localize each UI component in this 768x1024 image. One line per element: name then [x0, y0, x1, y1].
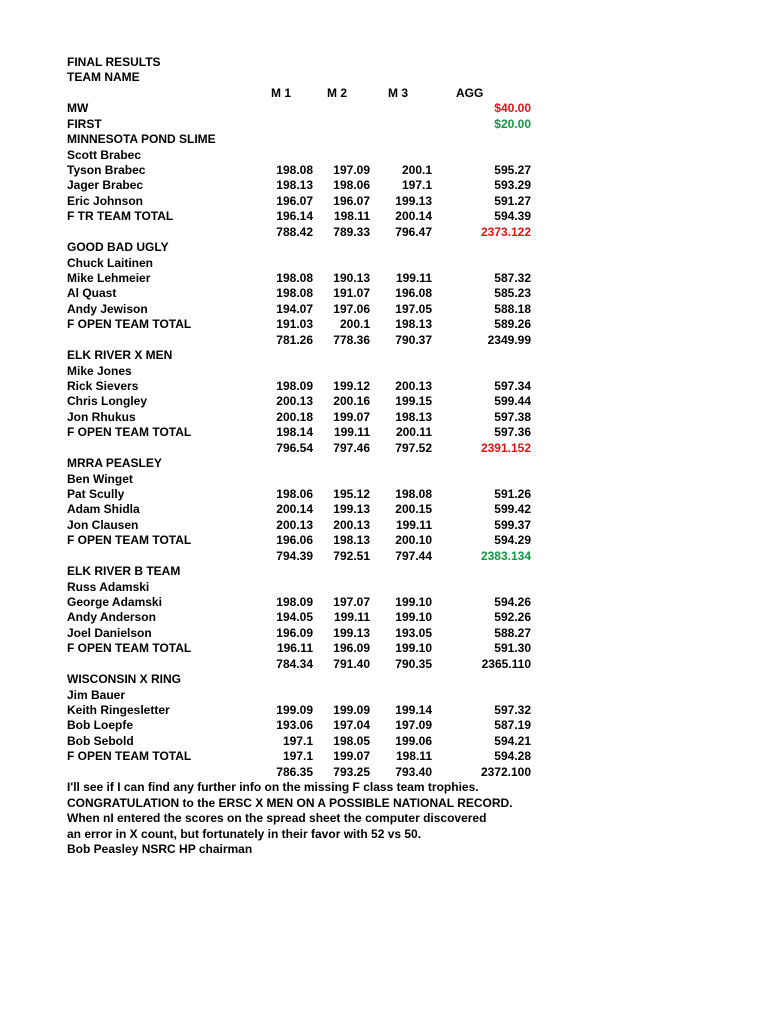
- score-m1: 198.09: [276, 379, 313, 394]
- shooter-name: Mike Lehmeier: [67, 271, 151, 286]
- score-m2: 200.13: [333, 517, 370, 532]
- captain-row: [0, 148, 768, 163]
- total-m2: 778.36: [333, 332, 370, 347]
- total-agg: 2373.122: [480, 224, 531, 239]
- score-m2: 196.07: [333, 193, 370, 208]
- team-totals-row: [0, 549, 768, 564]
- shooter-name: Andy Jewison: [67, 301, 148, 316]
- score-m3: 199.06: [395, 733, 432, 748]
- total-agg: 2365.110: [481, 656, 531, 671]
- prize-row: [0, 117, 768, 132]
- captain-row: [0, 472, 768, 487]
- total-m3: 790.37: [395, 332, 432, 347]
- team-name-row: [0, 132, 768, 147]
- score-m1: 196.09: [276, 625, 313, 640]
- score-agg: 591.30: [494, 641, 531, 656]
- score-agg: 593.29: [494, 178, 531, 193]
- score-m1: 196.07: [276, 193, 313, 208]
- column-header-m2: M 2: [327, 85, 348, 100]
- shooter-name: Jager Brabec: [67, 178, 144, 193]
- total-m2: 793.25: [333, 764, 370, 779]
- column-header-m1: M 1: [271, 85, 292, 100]
- total-m3: 790.35: [395, 656, 432, 671]
- score-m1: 198.08: [276, 163, 313, 177]
- score-m1: 198.09: [276, 595, 313, 610]
- team-captain: Ben Winget: [67, 471, 133, 486]
- score-m2: 199.09: [333, 703, 370, 718]
- team-totals-row: [0, 441, 768, 456]
- total-m2: 789.33: [333, 224, 370, 239]
- shooter-row: [0, 595, 768, 610]
- score-m3: 200.11: [395, 425, 432, 440]
- score-m2: 198.06: [333, 178, 370, 193]
- shooter-row: [0, 209, 768, 224]
- score-agg: 599.37: [494, 517, 531, 532]
- score-agg: 594.29: [494, 533, 531, 548]
- shooter-name: F OPEN TEAM TOTAL: [67, 749, 192, 764]
- shooter-row: [0, 502, 768, 517]
- score-agg: 592.26: [494, 610, 531, 625]
- title-row: [0, 55, 768, 70]
- score-m1: 191.03: [276, 317, 313, 332]
- score-m1: 197.1: [282, 749, 313, 764]
- score-agg: 587.19: [494, 718, 531, 733]
- score-m2: 200.1: [339, 317, 370, 332]
- score-m2: 197.04: [333, 718, 370, 733]
- shooter-row: [0, 317, 768, 332]
- shooter-name: Jon Clausen: [67, 517, 139, 532]
- shooter-name: F OPEN TEAM TOTAL: [67, 425, 192, 440]
- prize-row: [0, 101, 768, 116]
- team-captain: Jim Bauer: [67, 687, 126, 702]
- score-m2: 200.16: [333, 394, 370, 409]
- score-m2: 197.07: [333, 595, 370, 610]
- team-name: WISCONSIN X RING: [67, 672, 182, 687]
- score-m1: 200.14: [276, 502, 313, 517]
- prize-label: FIRST: [67, 116, 102, 131]
- score-m1: 194.07: [276, 301, 313, 316]
- shooter-name: Keith Ringesletter: [67, 703, 170, 718]
- note-line: Bob Peasley NSRC HP chairman: [67, 841, 253, 856]
- shooter-name: Jon Rhukus: [67, 409, 136, 424]
- team-captain: Russ Adamski: [67, 579, 150, 594]
- score-agg: 589.26: [494, 317, 531, 332]
- score-m3: 200.13: [395, 379, 432, 394]
- score-agg: 597.34: [494, 379, 531, 394]
- score-m2: 198.11: [333, 209, 370, 224]
- team-captain: Mike Jones: [67, 363, 132, 378]
- prize-label: MW: [67, 101, 89, 116]
- score-m1: 198.06: [276, 487, 313, 502]
- shooter-name: Chris Longley: [67, 394, 148, 409]
- shooter-row: [0, 749, 768, 764]
- shooter-name: Al Quast: [67, 286, 117, 301]
- page-title: FINAL RESULTS: [67, 55, 161, 69]
- shooter-row: [0, 425, 768, 440]
- shooter-name: Tyson Brabec: [67, 163, 146, 177]
- shooter-name: Andy Anderson: [67, 610, 156, 625]
- score-m1: 200.13: [276, 517, 313, 532]
- score-m3: 200.1: [401, 163, 432, 177]
- shooter-row: [0, 610, 768, 625]
- shooter-name: F OPEN TEAM TOTAL: [67, 317, 192, 332]
- score-m3: 197.05: [395, 301, 432, 316]
- score-m3: 199.14: [395, 703, 432, 718]
- score-m1: 199.09: [276, 703, 313, 718]
- column-header-row: [0, 86, 768, 101]
- score-m3: 200.14: [395, 209, 432, 224]
- note-line: I'll see if I can find any further info on the missing F class team trophies.: [67, 780, 479, 795]
- shooter-row: [0, 533, 768, 548]
- team-captain: Chuck Laitinen: [67, 255, 154, 270]
- shooter-row: [0, 641, 768, 656]
- shooter-name: Bob Sebold: [67, 733, 134, 748]
- score-agg: 585.23: [494, 286, 531, 301]
- shooter-row: [0, 163, 768, 178]
- total-m3: 793.40: [395, 764, 432, 779]
- shooter-row: [0, 178, 768, 193]
- score-m1: 194.05: [276, 610, 313, 625]
- score-m2: 199.07: [333, 409, 370, 424]
- shooter-name: F TR TEAM TOTAL: [67, 209, 174, 224]
- score-agg: 599.42: [494, 502, 531, 517]
- team-name-row: [0, 564, 768, 579]
- score-agg: 597.36: [494, 425, 531, 440]
- total-m2: 792.51: [333, 548, 370, 563]
- captain-row: [0, 256, 768, 271]
- score-agg: 594.39: [494, 209, 531, 224]
- shooter-row: [0, 518, 768, 533]
- score-agg: 588.27: [494, 625, 531, 640]
- shooter-name: Eric Johnson: [67, 193, 144, 208]
- score-agg: 595.27: [494, 163, 531, 177]
- score-m2: 199.13: [333, 502, 370, 517]
- team-totals-row: [0, 657, 768, 672]
- total-agg: 2383.134: [480, 548, 531, 563]
- shooter-row: [0, 718, 768, 733]
- captain-row: [0, 580, 768, 595]
- shooter-row: [0, 286, 768, 301]
- shooter-name: Bob Loepfe: [67, 718, 133, 733]
- shooter-row: [0, 271, 768, 286]
- total-m3: 796.47: [395, 224, 432, 239]
- team-name-row: [0, 70, 768, 85]
- score-m1: 196.14: [276, 209, 313, 224]
- total-m1: 786.35: [276, 764, 313, 779]
- team-captain: Scott Brabec: [67, 147, 142, 162]
- score-agg: 594.21: [494, 733, 531, 748]
- score-m1: 193.06: [276, 718, 313, 733]
- team-name-row: [0, 456, 768, 471]
- score-m2: 199.13: [333, 625, 370, 640]
- shooter-row: [0, 410, 768, 425]
- score-m1: 200.13: [276, 394, 313, 409]
- team-totals-row: [0, 765, 768, 780]
- score-m3: 196.08: [395, 286, 432, 301]
- shooter-row: [0, 302, 768, 317]
- team-name: MINNESOTA POND SLIME: [67, 132, 216, 147]
- shooter-name: F OPEN TEAM TOTAL: [67, 533, 192, 548]
- captain-row: [0, 364, 768, 379]
- team-name: MRRA PEASLEY: [67, 456, 162, 471]
- total-agg: 2391.152: [480, 440, 531, 455]
- column-header-agg: AGG: [456, 85, 484, 100]
- score-m2: 195.12: [333, 487, 370, 502]
- total-m2: 791.40: [333, 656, 370, 671]
- team-totals-row: [0, 333, 768, 348]
- total-m1: 794.39: [276, 548, 313, 563]
- score-m3: 199.13: [395, 193, 432, 208]
- shooter-name: Joel Danielson: [67, 625, 152, 640]
- score-m3: 198.11: [395, 749, 432, 764]
- score-m1: 196.06: [276, 533, 313, 548]
- note-line: an error in X count, but fortunately in their favor with 52 vs 50.: [67, 826, 422, 841]
- note-line: CONGRATULATION to the ERSC X MEN ON A POSSIBLE NATIONAL RECORD.: [67, 795, 513, 810]
- score-m3: 193.05: [395, 625, 432, 640]
- score-agg: 588.18: [494, 301, 531, 316]
- score-m2: 199.11: [333, 610, 370, 625]
- team-name: ELK RIVER X MEN: [67, 348, 173, 363]
- score-m3: 199.15: [395, 394, 432, 409]
- total-m3: 797.52: [395, 440, 432, 455]
- shooter-name: Pat Scully: [67, 487, 125, 502]
- score-m2: 198.05: [333, 733, 370, 748]
- team-name: GOOD BAD UGLY: [67, 240, 169, 255]
- score-m1: 198.08: [276, 286, 313, 301]
- score-m3: 198.13: [395, 409, 432, 424]
- score-agg: 587.32: [494, 271, 531, 286]
- team-name-row: [0, 672, 768, 687]
- total-m1: 781.26: [276, 332, 313, 347]
- shooter-row: [0, 734, 768, 749]
- score-m3: 199.11: [395, 517, 432, 532]
- score-agg: 594.28: [494, 749, 531, 764]
- score-m3: 197.1: [401, 178, 432, 193]
- total-m1: 788.42: [276, 224, 313, 239]
- score-m3: 198.08: [395, 487, 432, 502]
- shooter-name: Rick Sievers: [67, 379, 139, 394]
- team-totals-row: [0, 225, 768, 240]
- shooter-name: George Adamski: [67, 595, 162, 610]
- score-agg: 597.32: [494, 703, 531, 718]
- shooter-row: [0, 703, 768, 718]
- score-m3: 199.10: [395, 595, 432, 610]
- note-line: When nI entered the scores on the spread sheet the computer discovered: [67, 811, 487, 826]
- shooter-name: Adam Shidla: [67, 502, 140, 517]
- prize-amount: $40.00: [494, 101, 531, 116]
- score-agg: 597.38: [494, 409, 531, 424]
- shooter-row: [0, 194, 768, 209]
- score-m2: 199.07: [333, 749, 370, 764]
- total-agg: 2372.100: [480, 764, 531, 779]
- score-m2: 196.09: [333, 641, 370, 656]
- score-m3: 199.11: [395, 271, 432, 286]
- total-agg: 2349.99: [487, 332, 531, 347]
- score-agg: 594.26: [494, 595, 531, 610]
- score-m3: 198.13: [395, 317, 432, 332]
- score-m2: 191.07: [333, 286, 370, 301]
- team-name: ELK RIVER B TEAM: [67, 564, 181, 579]
- total-m3: 797.44: [395, 548, 432, 563]
- score-agg: 591.27: [494, 193, 531, 208]
- score-m3: 200.10: [395, 533, 432, 548]
- shooter-name: F OPEN TEAM TOTAL: [67, 641, 192, 656]
- shooter-row: [0, 379, 768, 394]
- score-m2: 190.13: [333, 271, 370, 286]
- team-name-row: [0, 240, 768, 255]
- score-m1: 198.14: [276, 425, 313, 440]
- score-m2: 198.13: [333, 533, 370, 548]
- score-m3: 199.10: [395, 641, 432, 656]
- shooter-row: [0, 394, 768, 409]
- prize-amount: $20.00: [494, 116, 531, 131]
- captain-row: [0, 688, 768, 703]
- team-name-label: TEAM NAME: [67, 70, 140, 85]
- shooter-row: [0, 626, 768, 641]
- score-m2: 197.06: [333, 301, 370, 316]
- score-m1: 197.1: [282, 733, 313, 748]
- score-m3: 197.09: [395, 718, 432, 733]
- score-m3: 200.15: [395, 502, 432, 517]
- score-m1: 198.13: [276, 178, 313, 193]
- score-m3: 199.10: [395, 610, 432, 625]
- score-m1: 200.18: [276, 409, 313, 424]
- team-name-row: [0, 348, 768, 363]
- total-m1: 784.34: [276, 656, 313, 671]
- shooter-row: [0, 487, 768, 502]
- score-m1: 198.08: [276, 271, 313, 286]
- score-m2: 199.12: [333, 379, 370, 394]
- score-m1: 196.11: [276, 641, 313, 656]
- score-agg: 591.26: [494, 487, 531, 502]
- score-m2: 199.11: [333, 425, 370, 440]
- column-header-m3: M 3: [388, 85, 409, 100]
- score-agg: 599.44: [494, 394, 531, 409]
- total-m1: 796.54: [276, 440, 313, 455]
- score-m2: 197.09: [333, 163, 370, 177]
- total-m2: 797.46: [333, 440, 370, 455]
